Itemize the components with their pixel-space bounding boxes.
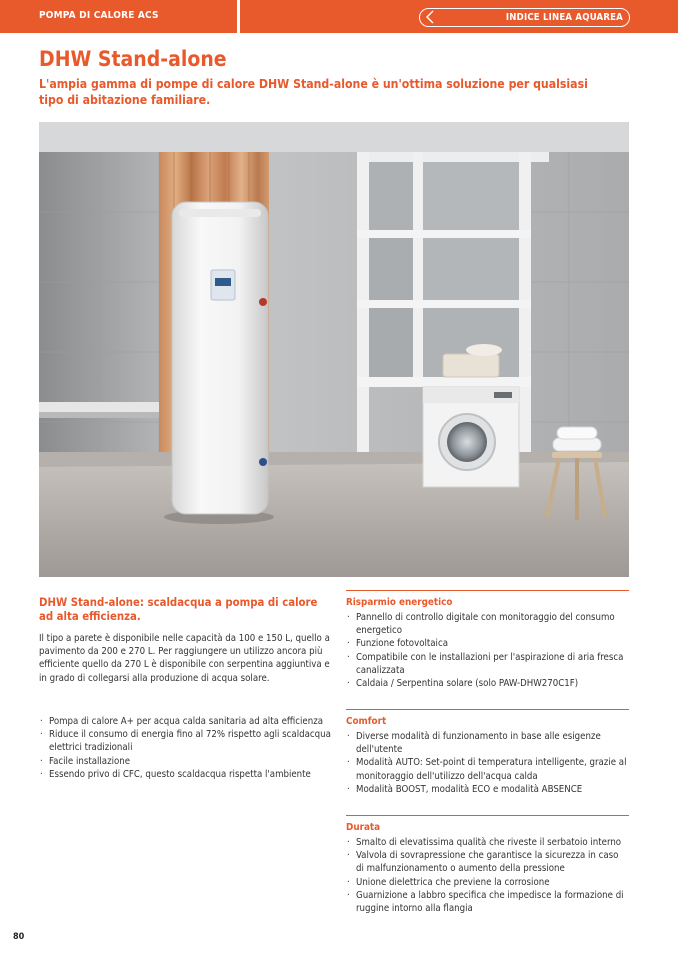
section-divider <box>346 590 629 591</box>
section-durability <box>346 815 629 915</box>
left-paragraph: Il tipo a parete è disponibile nelle capacità da 100 e 150 L, quello a pavimento da 200 e 270 L. Per raggiungere un utilizzo ancora più efficiente quello da 270 L è disponibile con serpentina aggiuntiva e in grado di collegarsi alla produzione di acqua solare. <box>39 633 330 684</box>
list-item: · Modalità AUTO: Set-point di temperatura intelligente, grazie al monitoraggio dell'utilizzo dell'acqua calda <box>346 756 629 782</box>
section-title: Comfort <box>346 716 387 727</box>
list-item: · Facile installazione <box>39 755 334 768</box>
page-title: DHW Stand-alone <box>39 47 227 71</box>
section-divider <box>346 815 629 816</box>
top-bar <box>0 0 678 33</box>
index-link-label: INDICE LINEA AQUAREA <box>505 12 623 23</box>
section-title: Durata <box>346 822 381 833</box>
section-energy-saving <box>346 590 629 690</box>
list-item: · Caldaia / Serpentina solare (solo PAW-DHW270C1F) <box>346 677 629 690</box>
list-item: · Pannello di controllo digitale con monitoraggio del consumo energetico <box>346 611 629 637</box>
list-item: · Modalità BOOST, modalità ECO e modalità ABSENCE <box>346 783 629 796</box>
list-item: · Essendo privo di CFC, questo scaldacqua rispetta l'ambiente <box>39 768 334 781</box>
list-item: · Smalto di elevatissima qualità che riveste il serbatoio interno <box>346 836 629 849</box>
list-item: · Compatibile con le installazioni per l'aspirazione di aria fresca canalizzata <box>346 651 629 677</box>
left-features <box>39 715 334 781</box>
header-divider <box>237 0 240 33</box>
section-comfort <box>346 709 629 796</box>
chevron-left-icon <box>424 10 436 24</box>
list-item: · Funzione fotovoltaica <box>346 637 629 650</box>
left-heading: DHW Stand-alone: scaldacqua a pompa di calore ad alta efficienza. <box>39 596 318 623</box>
product-photo <box>39 122 629 577</box>
list-item: · Unione dielettrica che previene la corrosione <box>346 876 629 889</box>
list-item: · Riduce il consumo di energia fino al 72% rispetto agli scaldacqua elettrici tradizionali <box>39 728 334 754</box>
index-link-button[interactable] <box>419 8 630 27</box>
section-divider <box>346 709 629 710</box>
list-item: · Valvola di sovrapressione che garantisce la sicurezza in caso di malfunzionamento o aumento della pressione <box>346 849 629 875</box>
list-item: · Diverse modalità di funzionamento in base alle esigenze dell'utente <box>346 730 629 756</box>
list-item: · Guarnizione a labbro specifica che impedisce la formazione di ruggine intorno alla flangia <box>346 889 629 915</box>
section-title: Risparmio energetico <box>346 597 453 608</box>
section-label: POMPA DI CALORE ACS <box>39 10 159 21</box>
page-number: 80 <box>13 932 25 942</box>
page-subtitle: L'ampia gamma di pompe di calore DHW Stand-alone è un'ottima soluzione per qualsiasi tipo di abitazione familiare. <box>39 77 588 107</box>
list-item: · Pompa di calore A+ per acqua calda sanitaria ad alta efficienza <box>39 715 334 728</box>
